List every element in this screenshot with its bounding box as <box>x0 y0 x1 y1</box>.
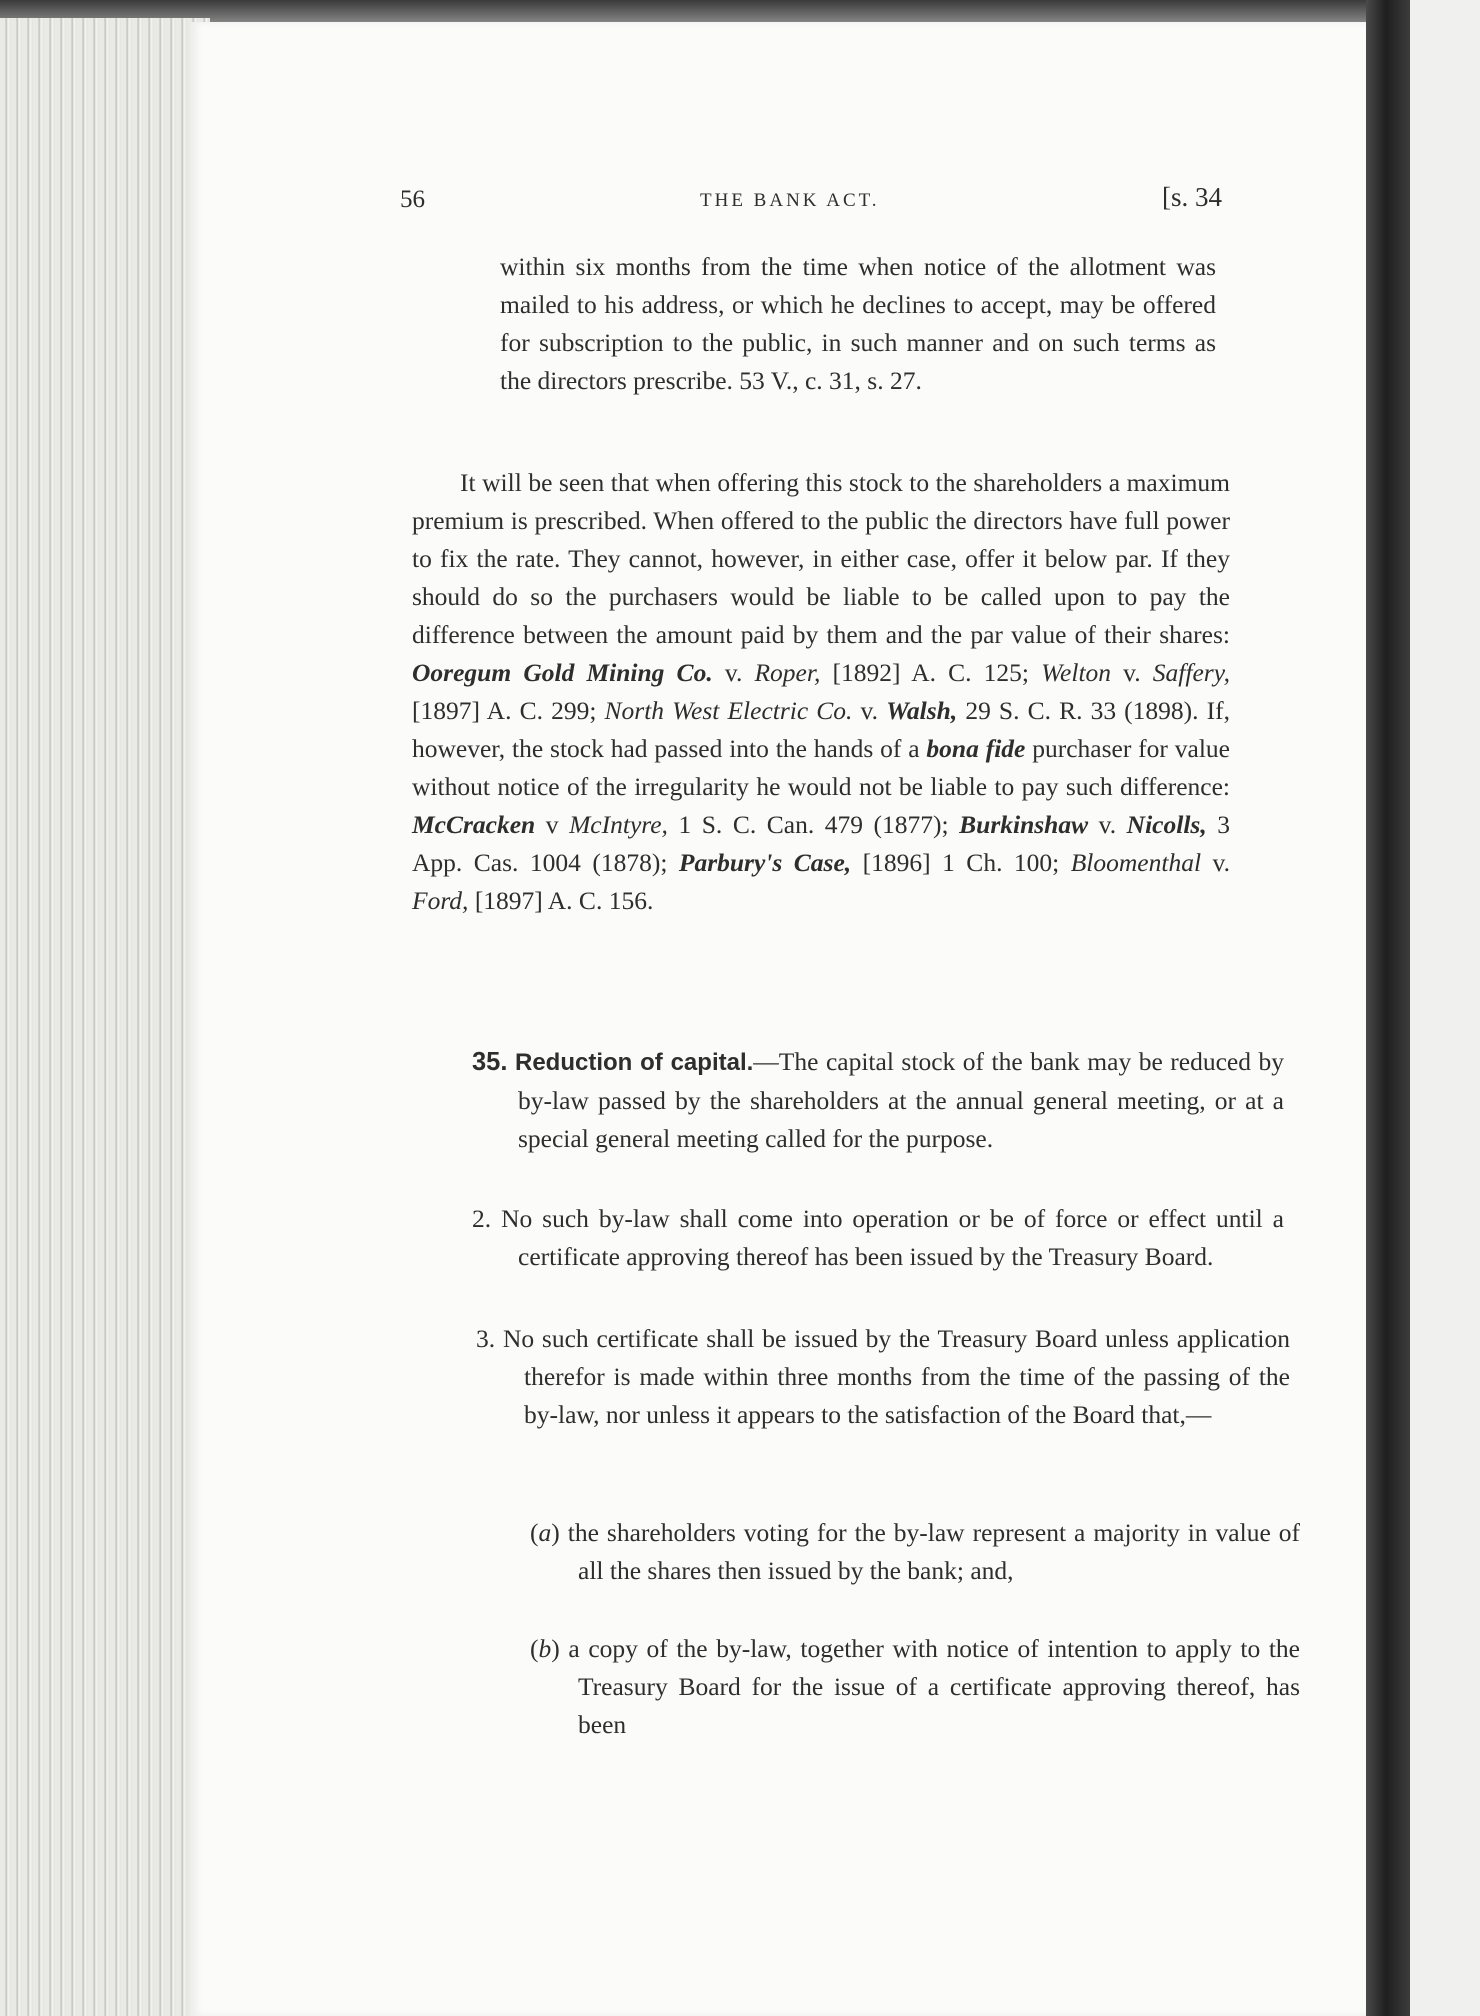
continued-paragraph: within six months from the time when notice of the allotment was mailed to his address, or which he declines to accept, may be offered for subscription to the public, in such manner and on such terms as the directors prescribe. 53 V., c. 31, s. 27. <box>500 252 1216 395</box>
commentary-text: 3 App. Cas. 1004 (1878); <box>412 810 1230 877</box>
latin-term: bona fide <box>926 734 1026 763</box>
subsection-number: 2. <box>472 1204 492 1233</box>
commentary-text: [1897] A. C. 156. <box>468 886 654 915</box>
commentary-text: purchaser for value without notice of the irregularity he would not be liable to pay such difference: <box>412 734 1230 801</box>
facing-page-edge <box>1410 0 1480 2016</box>
commentary-text: [1897] A. C. 299; <box>412 696 605 725</box>
case-name: Roper, <box>754 658 821 687</box>
commentary-text: v <box>535 810 570 839</box>
case-name: Saffery, <box>1152 658 1230 687</box>
case-name: Welton <box>1041 658 1112 687</box>
subsection-text: No such certificate shall be issued by the Treasury Board unless application therefor is made within three months from the time of the passing of the by-law, nor unless it appears to the satisfaction of the Board that,— <box>502 1324 1291 1429</box>
case-name: Nicolls, <box>1126 810 1207 839</box>
case-name: Bloomenthal <box>1070 848 1202 877</box>
commentary-text: 29 S. C. R. 33 (1898). If, however, the stock had passed into the hands of a <box>412 696 1230 763</box>
section-35 <box>472 1043 1284 1158</box>
section-heading: Reduction of capital. <box>514 1049 754 1076</box>
subsection-number: 3. <box>476 1324 496 1353</box>
case-name: McIntyre, <box>569 810 668 839</box>
section-text: —The capital stock of the bank may be reduced by by-law passed by the shareholders at the annual general meeting, or at a special general meeting called for the purpose. <box>518 1047 1285 1153</box>
subsection-3 <box>476 1320 1290 1434</box>
clause-b <box>530 1630 1300 1744</box>
clause-a <box>530 1514 1300 1590</box>
clause-text: a copy of the by-law, together with notice of intention to apply to the Treasury Board for the issue of a certificate approving thereof, has been <box>568 1634 1301 1739</box>
commentary-text: v. <box>1201 848 1230 877</box>
commentary-text: [1892] A. C. 125; <box>820 658 1042 687</box>
book-spine <box>1366 0 1410 2016</box>
case-name: Ford, <box>412 886 469 915</box>
commentary-text: v. <box>852 696 887 725</box>
clause-label <box>530 1518 560 1547</box>
clause-label <box>530 1634 560 1663</box>
clause-label-close: ) <box>551 1634 560 1663</box>
page-stack-edge <box>0 18 210 2016</box>
clause-letter: b <box>538 1634 552 1663</box>
clause-label-open: ( <box>530 1518 539 1547</box>
running-section-ref: [s. 34 <box>1162 182 1222 212</box>
case-name: McCracken <box>412 810 536 839</box>
scan-top-edge <box>0 0 1480 24</box>
page-number: 56 <box>400 186 425 213</box>
section-number: 35. <box>472 1048 508 1076</box>
clause-letter: a <box>538 1518 552 1547</box>
case-name: Parbury's Case, <box>678 848 852 877</box>
commentary-paragraph <box>412 464 1230 920</box>
commentary-text: v. <box>712 658 755 687</box>
clause-label-open: ( <box>530 1634 539 1663</box>
case-name: North West Electric Co. <box>604 696 853 725</box>
commentary-text: v. <box>1111 658 1153 687</box>
running-title: THE BANK ACT. <box>700 190 880 211</box>
commentary-text: [1896] 1 Ch. 100; <box>851 848 1071 877</box>
case-name: Ooregum Gold Mining Co. <box>412 658 713 687</box>
commentary-text: 1 S. C. Can. 479 (1877); <box>667 810 960 839</box>
case-name: Walsh, <box>886 696 958 725</box>
clause-label-close: ) <box>551 1518 560 1547</box>
clause-text: the shareholders voting for the by-law represent a majority in value of all the shares then issued by the bank; and, <box>567 1518 1300 1585</box>
commentary-text: It will be seen that when offering this stock to the shareholders a maximum premium is prescribed. When offered to the public the directors have full power to fix the rate. They cannot, however, in either case, offer it below par. If they should do so the purchasers would be liable to be called upon to pay the difference between the amount paid by them and the par value of their shares: <box>412 468 1230 649</box>
case-name: Burkinshaw <box>959 810 1089 839</box>
subsection-2 <box>472 1200 1284 1276</box>
commentary-text: v. <box>1088 810 1127 839</box>
running-head <box>400 182 1222 222</box>
subsection-text: No such by-law shall come into operation or be of force or effect until a certificate approving thereof has been issued by the Treasury Board. <box>501 1204 1284 1271</box>
